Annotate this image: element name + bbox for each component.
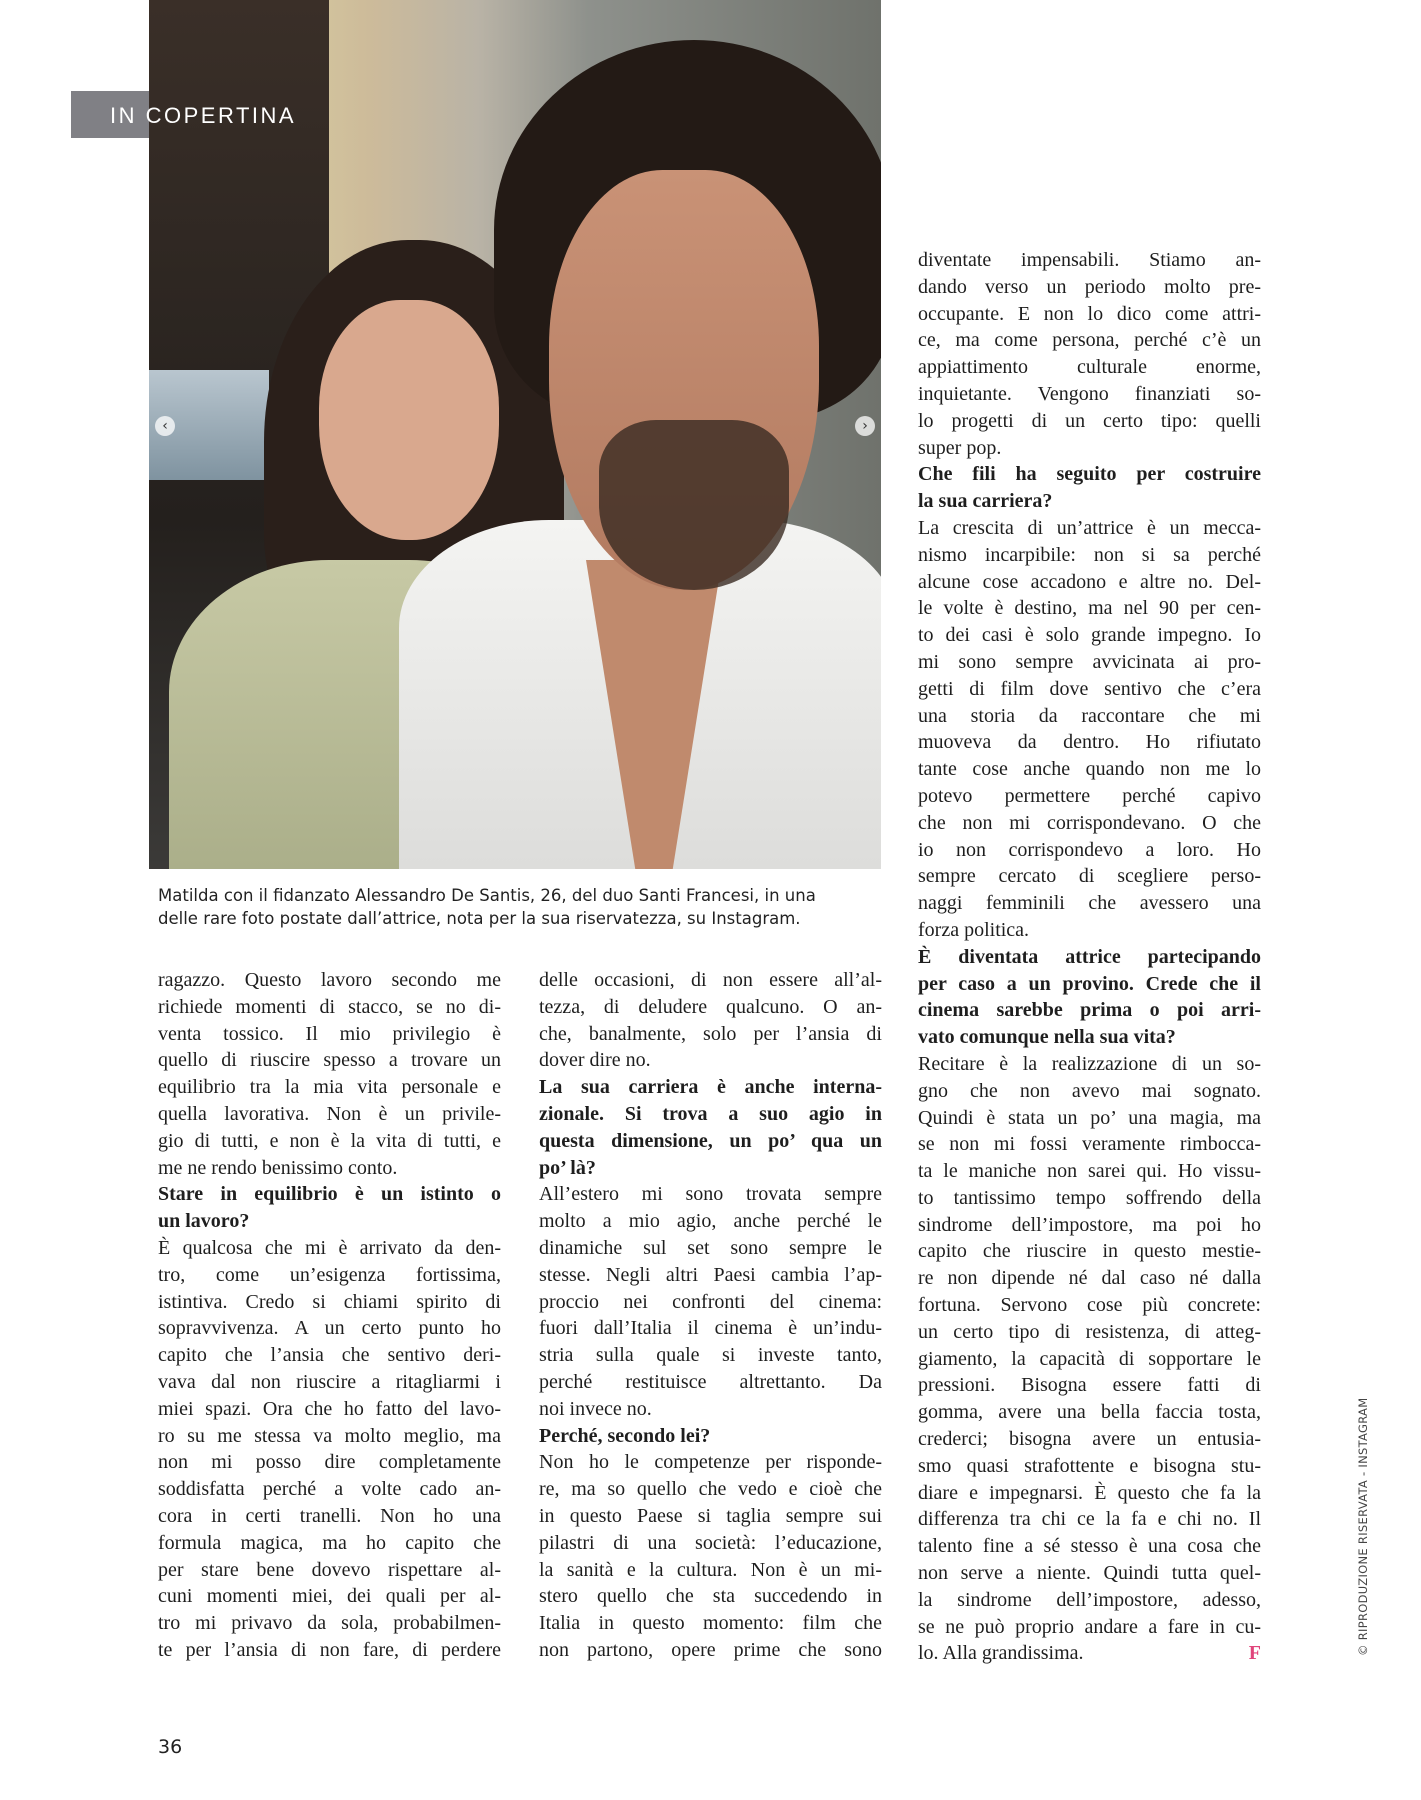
text-line: La crescita di un’attrice è un mecca-: [918, 516, 1261, 539]
text-line: to tantissimo tempo soffrendo della: [918, 1186, 1261, 1209]
caption-line: delle rare foto postate dall’attrice, nota per la sua riservatezza, su Instagram.: [158, 909, 801, 928]
interview-answer: [158, 1235, 501, 1664]
photo-credit: © RIPRODUZIONE RISERVATA - INSTAGRAM: [1356, 1397, 1370, 1656]
text-line: cuni momenti miei, dei quali per al-: [158, 1585, 501, 1608]
text-line: All’estero mi sono trovata sempre: [539, 1183, 882, 1206]
chevron-left-icon: ‹: [155, 416, 175, 436]
interview-answer: [918, 515, 1261, 944]
interview-question: [539, 1423, 882, 1450]
text-line: delle occasioni, di non essere all’al-: [539, 969, 882, 991]
text-line: smo quasi strafottente e bisogna stu-: [918, 1454, 1261, 1477]
interview-answer: [158, 967, 501, 1181]
text-line: cora in certi tranelli. Non ho una: [158, 1504, 501, 1527]
text-line: Recitare è la realizzazione di un so-: [918, 1052, 1261, 1075]
text-line: forza politica.: [918, 918, 1030, 941]
text-line: diventate impensabili. Stiamo an-: [918, 249, 1261, 271]
interview-question: [918, 944, 1261, 1051]
text-line: che non mi corrispondevano. O che: [918, 811, 1261, 834]
text-line: capito che riuscire in questo mestie-: [918, 1240, 1261, 1263]
text-line: formula magica, ma ho capito che: [158, 1531, 501, 1554]
text-line: dando verso un periodo molto pre-: [918, 275, 1261, 298]
text-line: to dei casi è solo grande impegno. Io: [918, 624, 1261, 647]
text-line: naggi femminili che avessero una: [918, 892, 1261, 915]
text-line: pressioni. Bisogna essere fatti di: [918, 1374, 1261, 1397]
text-line: te per l’ansia di non fare, di perdere: [158, 1638, 501, 1661]
text-line: potevo permettere perché capivo: [918, 784, 1261, 807]
text-line: po’ là?: [539, 1156, 596, 1179]
text-line: per caso a un provino. Crede che il: [918, 972, 1261, 995]
interview-question: [158, 1181, 501, 1235]
text-line: la sindrome dell’impostore, adesso,: [918, 1588, 1261, 1611]
text-line: pilastri di una società: l’educazione,: [539, 1531, 882, 1554]
text-line: istintiva. Credo si chiami spirito di: [158, 1290, 501, 1313]
text-line: questa dimensione, un po’ qua un: [539, 1129, 882, 1152]
text-line: per stare bene dovevo rispettare al-: [158, 1558, 501, 1581]
text-line: ragazzo. Questo lavoro secondo me: [158, 969, 501, 991]
text-line: inquietante. Vengono finanziati so-: [918, 382, 1261, 405]
section-tag: IN COPERTINA: [110, 103, 297, 128]
text-line: ta le maniche non sarei qui. Ho vissu-: [918, 1160, 1261, 1183]
text-column-3: [918, 247, 1261, 1667]
text-line: stesse. Negli altri Paesi cambia l’ap-: [539, 1263, 882, 1286]
interview-answer: [918, 247, 1261, 461]
text-line: dinamiche sul set sono sempre le: [539, 1236, 882, 1259]
text-line: se non mi fossi veramente rimbocca-: [918, 1133, 1261, 1156]
caption-line: Matilda con il fidanzato Alessandro De Santis, 26, del duo Santi Francesi, in una: [158, 886, 816, 905]
text-line: se ne può proprio andare a fare in cu-: [918, 1615, 1261, 1638]
text-line: richiede momenti di stacco, se no di-: [158, 995, 501, 1018]
text-line: non mi posso dire completamente: [158, 1451, 501, 1474]
text-line: re, ma so quello che vedo e cioè che: [539, 1478, 882, 1501]
text-line: venta tossico. Il mio privilegio è: [158, 1022, 501, 1045]
text-line: che, banalmente, solo per l’ansia di: [539, 1022, 882, 1045]
text-line: stria sulla quale si investe tanto,: [539, 1344, 882, 1367]
text-line: me ne rendo benissimo conto.: [158, 1156, 398, 1179]
text-line: Quindi è stata un po’ una magia, ma: [918, 1106, 1261, 1129]
chevron-right-icon: ›: [855, 416, 875, 436]
text-line: nismo incarpibile: non si sa perché: [918, 543, 1261, 566]
text-line: zionale. Si trova a suo agio in: [539, 1102, 882, 1125]
text-line: soddisfatta perché a volte cado an-: [158, 1478, 501, 1501]
text-line: lo progetti di un certo tipo: quelli: [918, 409, 1261, 432]
interview-answer: [918, 1051, 1261, 1667]
text-line: talento fine a sé stesso è una cosa che: [918, 1535, 1261, 1558]
text-line: occupante. E non lo dico come attri-: [918, 302, 1261, 325]
text-line: tro, come un’esigenza fortissima,: [158, 1263, 501, 1286]
text-column-1: [158, 967, 501, 1664]
text-line: super pop.: [918, 436, 1002, 459]
text-line: diare e impegnarsi. È questo che fa la: [918, 1481, 1261, 1504]
text-line: le volte è destino, ma nel 90 per cen-: [918, 597, 1261, 620]
text-line: sempre cercato di scegliere perso-: [918, 865, 1261, 888]
text-line: io non corrispondevo a loro. Ho: [918, 838, 1261, 861]
text-line: ro su me stessa va molto meglio, ma: [158, 1424, 501, 1447]
text-line: equilibrio tra la mia vita personale e: [158, 1076, 501, 1099]
text-line: alcune cose accadono e altre no. Del-: [918, 570, 1261, 593]
text-line: È qualcosa che mi è arrivato da den-: [158, 1236, 501, 1259]
text-column-2: [539, 967, 882, 1664]
photo-caption: [158, 884, 878, 930]
text-line: getti di film dove sentivo che c’era: [918, 677, 1261, 700]
text-line: noi invece no.: [539, 1397, 652, 1420]
text-line: cinema sarebbe prima o poi arri-: [918, 999, 1261, 1022]
text-line: La sua carriera è anche interna-: [539, 1076, 882, 1099]
photo-man-beard: [599, 420, 789, 590]
page-number: 36: [158, 1736, 183, 1758]
text-line: un lavoro?: [158, 1210, 250, 1233]
text-line: capito che l’ansia che sentivo deri-: [158, 1344, 501, 1367]
text-line: Stare in equilibrio è un istinto o: [158, 1183, 501, 1206]
cover-photo: [149, 0, 881, 869]
text-line: perché restituisce altrettanto. Da: [539, 1370, 882, 1393]
text-line: vava dal non riuscire a ritagliarmi i: [158, 1370, 501, 1393]
text-line: stero quello che sta succedendo in: [539, 1585, 882, 1608]
text-line: la sanità e la cultura. Non è un mi-: [539, 1558, 882, 1581]
text-line: Perché, secondo lei?: [539, 1424, 711, 1447]
text-line: non partono, opere prime che sono: [539, 1638, 882, 1661]
text-line: tro mi privavo da sola, probabilmen-: [158, 1612, 501, 1635]
interview-answer: [539, 1181, 882, 1422]
text-line: quello di riuscire spesso a trovare un: [158, 1049, 501, 1072]
text-line: tezza, di deludere qualcuno. O an-: [539, 995, 882, 1018]
text-line: non serve a niente. Quindi tutta quel-: [918, 1562, 1261, 1585]
text-line: molto a mio agio, anche perché le: [539, 1210, 882, 1233]
text-line: dover dire no.: [539, 1049, 651, 1072]
text-line: proccio nei confronti del cinema:: [539, 1290, 882, 1313]
interview-question: [918, 461, 1261, 515]
text-line: È diventata attrice partecipando: [918, 945, 1261, 968]
text-line: mi sono sempre avvicinata ai pro-: [918, 650, 1261, 673]
text-line: giamento, la capacità di sopportare le: [918, 1347, 1261, 1370]
text-line: ce, ma come persona, perché c’è un: [918, 329, 1261, 352]
interview-question: [539, 1074, 882, 1181]
end-mark: F: [1248, 1642, 1261, 1665]
text-line: in questo Paese si taglia sempre sui: [539, 1504, 882, 1527]
interview-answer: [539, 1449, 882, 1663]
text-line: gomma, avere una bella faccia tosta,: [918, 1401, 1261, 1424]
text-line: differenza tra chi ce la fa e chi no. Il: [918, 1508, 1261, 1531]
text-line: sopravvivenza. A un certo punto ho: [158, 1317, 501, 1340]
text-line: un certo tipo di resistenza, di atteg-: [918, 1320, 1261, 1343]
text-line: Non ho le competenze per risponde-: [539, 1451, 882, 1474]
interview-answer: [539, 967, 882, 1074]
text-line: appiattimento culturale enorme,: [918, 356, 1261, 379]
text-line: gno che non avevo mai sognato.: [918, 1079, 1261, 1102]
photo-woman-face: [319, 300, 499, 540]
text-line: quella lavorativa. Non è un privile-: [158, 1102, 501, 1125]
text-line: fuori dall’Italia il cinema è un’indu-: [539, 1317, 882, 1340]
text-line: muoveva da dentro. Ho rifiutato: [918, 731, 1261, 754]
text-line: Che fili ha seguito per costruire: [918, 463, 1261, 486]
text-line: Italia in questo momento: film che: [539, 1612, 882, 1635]
text-line: vato comunque nella sua vita?: [918, 1026, 1176, 1049]
text-line: sindrome dell’impostore, ma poi ho: [918, 1213, 1261, 1236]
text-line: fortuna. Servono cose più concrete:: [918, 1294, 1261, 1317]
text-line: una storia da raccontare che mi: [918, 704, 1261, 727]
text-line: gio di tutti, e non è la vita di tutti, e: [158, 1129, 501, 1152]
text-line: la sua carriera?: [918, 490, 1053, 513]
text-line: crederci; bisogna avere un entusia-: [918, 1428, 1261, 1451]
text-line: re non dipende né dal caso né dalla: [918, 1267, 1261, 1290]
text-line: lo. Alla grandissima. F: [918, 1640, 1261, 1667]
text-line: miei spazi. Ora che ho fatto del lavo-: [158, 1397, 501, 1420]
text-line: tante cose anche quando non me lo: [918, 758, 1261, 781]
